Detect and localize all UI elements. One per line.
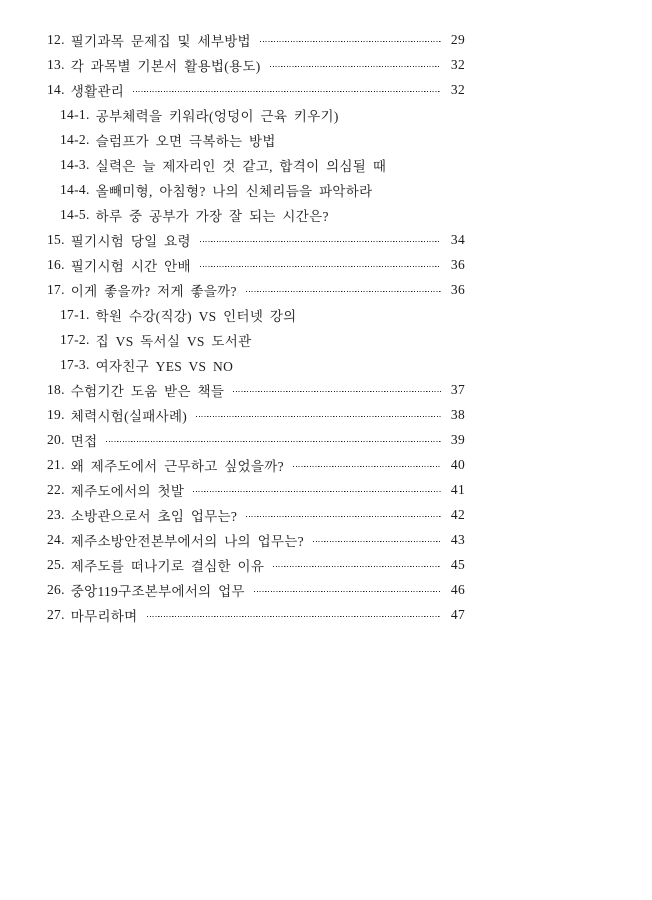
entry-title: 수험기간 도움 받은 책들 xyxy=(70,383,225,399)
entry-title: 소방관으로서 초임 업무는? xyxy=(70,508,238,524)
entry-title: 집 VS 독서실 VS 도서관 xyxy=(95,333,252,349)
toc-entry xyxy=(47,452,465,477)
entry-title: 이게 좋을까? 저게 좋을까? xyxy=(70,283,237,299)
entry-title: 체력시험(실패사례) xyxy=(70,408,188,424)
entry-number: 21. xyxy=(47,456,65,472)
entry-number: 17-3. xyxy=(60,356,90,372)
entry-title: 제주도에서의 첫발 xyxy=(70,483,185,499)
dot-leader xyxy=(147,616,442,618)
dot-leader xyxy=(270,66,442,68)
entry-number: 14-1. xyxy=(60,106,90,122)
entry-title: 하루 중 공부가 가장 잘 되는 시간은? xyxy=(95,208,329,224)
entry-number: 22. xyxy=(47,481,65,497)
entry-page-number: 38 xyxy=(450,406,465,422)
entry-title: 생활관리 xyxy=(70,83,125,99)
dot-leader xyxy=(196,416,441,418)
entry-page-number: 32 xyxy=(450,56,465,72)
toc-entry xyxy=(47,577,465,602)
dot-leader xyxy=(233,391,441,393)
toc-entry xyxy=(47,27,465,52)
dot-leader xyxy=(106,441,441,443)
entry-number: 24. xyxy=(47,531,65,547)
dot-leader xyxy=(254,591,441,593)
dot-leader xyxy=(246,516,441,518)
entry-number: 19. xyxy=(47,406,65,422)
entry-number: 17. xyxy=(47,281,65,297)
dot-leader xyxy=(200,241,441,243)
entry-number: 14-5. xyxy=(60,206,90,222)
entry-page-number: 45 xyxy=(450,556,465,572)
toc-entry xyxy=(47,77,465,102)
entry-page-number: 32 xyxy=(450,81,465,97)
entry-page-number: 42 xyxy=(450,506,465,522)
toc-entry xyxy=(47,477,465,502)
toc-entry xyxy=(47,527,465,552)
entry-number: 17-1. xyxy=(60,306,90,322)
entry-title: 슬럼프가 오면 극복하는 방법 xyxy=(95,133,276,149)
toc-entry xyxy=(47,427,465,452)
entry-number: 14-2. xyxy=(60,131,90,147)
toc-entry xyxy=(47,177,465,202)
toc-entry xyxy=(47,352,465,377)
entry-title: 제주도를 떠나기로 결심한 이유 xyxy=(70,558,265,574)
entry-number: 23. xyxy=(47,506,65,522)
dot-leader xyxy=(133,91,441,93)
entry-number: 16. xyxy=(47,256,65,272)
entry-title: 여자친구 YES VS NO xyxy=(95,358,234,374)
toc-entry xyxy=(47,152,465,177)
toc-entry xyxy=(47,227,465,252)
dot-leader xyxy=(273,566,441,568)
entry-title: 실력은 늘 제자리인 것 같고, 합격이 의심될 때 xyxy=(95,158,387,174)
entry-number: 27. xyxy=(47,606,65,622)
dot-leader xyxy=(293,466,441,468)
dot-leader xyxy=(193,491,441,493)
entry-page-number: 29 xyxy=(450,31,465,47)
entry-number: 14. xyxy=(47,81,65,97)
entry-number: 18. xyxy=(47,381,65,397)
toc-entry xyxy=(47,102,465,127)
entry-page-number: 36 xyxy=(450,256,465,272)
entry-title: 제주소방안전본부에서의 나의 업무는? xyxy=(70,533,304,549)
table-of-contents xyxy=(47,27,465,627)
dot-leader xyxy=(246,291,441,293)
entry-number: 12. xyxy=(47,31,65,47)
toc-entry xyxy=(47,127,465,152)
entry-title: 필기시험 시간 안배 xyxy=(70,258,191,274)
entry-page-number: 43 xyxy=(450,531,465,547)
entry-title: 학원 수강(직강) VS 인터넷 강의 xyxy=(95,308,297,324)
entry-title: 중앙119구조본부에서의 업무 xyxy=(70,583,245,599)
dot-leader xyxy=(313,541,441,543)
toc-entry xyxy=(47,52,465,77)
entry-page-number: 40 xyxy=(450,456,465,472)
entry-number: 13. xyxy=(47,56,65,72)
entry-page-number: 47 xyxy=(450,606,465,622)
toc-entry xyxy=(47,252,465,277)
entry-page-number: 36 xyxy=(450,281,465,297)
toc-entry xyxy=(47,277,465,302)
entry-page-number: 37 xyxy=(450,381,465,397)
dot-leader xyxy=(200,266,441,268)
entry-number: 14-4. xyxy=(60,181,90,197)
toc-entry xyxy=(47,602,465,627)
entry-number: 14-3. xyxy=(60,156,90,172)
toc-entry xyxy=(47,402,465,427)
dot-leader xyxy=(260,41,441,43)
entry-page-number: 34 xyxy=(450,231,465,247)
entry-page-number: 39 xyxy=(450,431,465,447)
toc-entry xyxy=(47,327,465,352)
entry-page-number: 41 xyxy=(450,481,465,497)
entry-number: 26. xyxy=(47,581,65,597)
toc-entry xyxy=(47,377,465,402)
entry-title: 왜 제주도에서 근무하고 싶었을까? xyxy=(70,458,284,474)
toc-entry xyxy=(47,552,465,577)
entry-page-number: 46 xyxy=(450,581,465,597)
entry-title: 공부체력을 키워라(엉덩이 근육 키우기) xyxy=(95,108,339,124)
toc-entry xyxy=(47,502,465,527)
entry-number: 20. xyxy=(47,431,65,447)
entry-number: 17-2. xyxy=(60,331,90,347)
entry-title: 필기시험 당일 요령 xyxy=(70,233,191,249)
entry-title: 각 과목별 기본서 활용법(용도) xyxy=(70,58,261,74)
entry-number: 25. xyxy=(47,556,65,572)
entry-title: 올빼미형, 아침형? 나의 신체리듬을 파악하라 xyxy=(95,183,373,199)
toc-entry xyxy=(47,302,465,327)
entry-title: 필기과목 문제집 및 세부방법 xyxy=(70,33,251,49)
entry-number: 15. xyxy=(47,231,65,247)
entry-title: 마무리하며 xyxy=(70,608,138,624)
entry-title: 면접 xyxy=(70,433,98,449)
toc-entry xyxy=(47,202,465,227)
